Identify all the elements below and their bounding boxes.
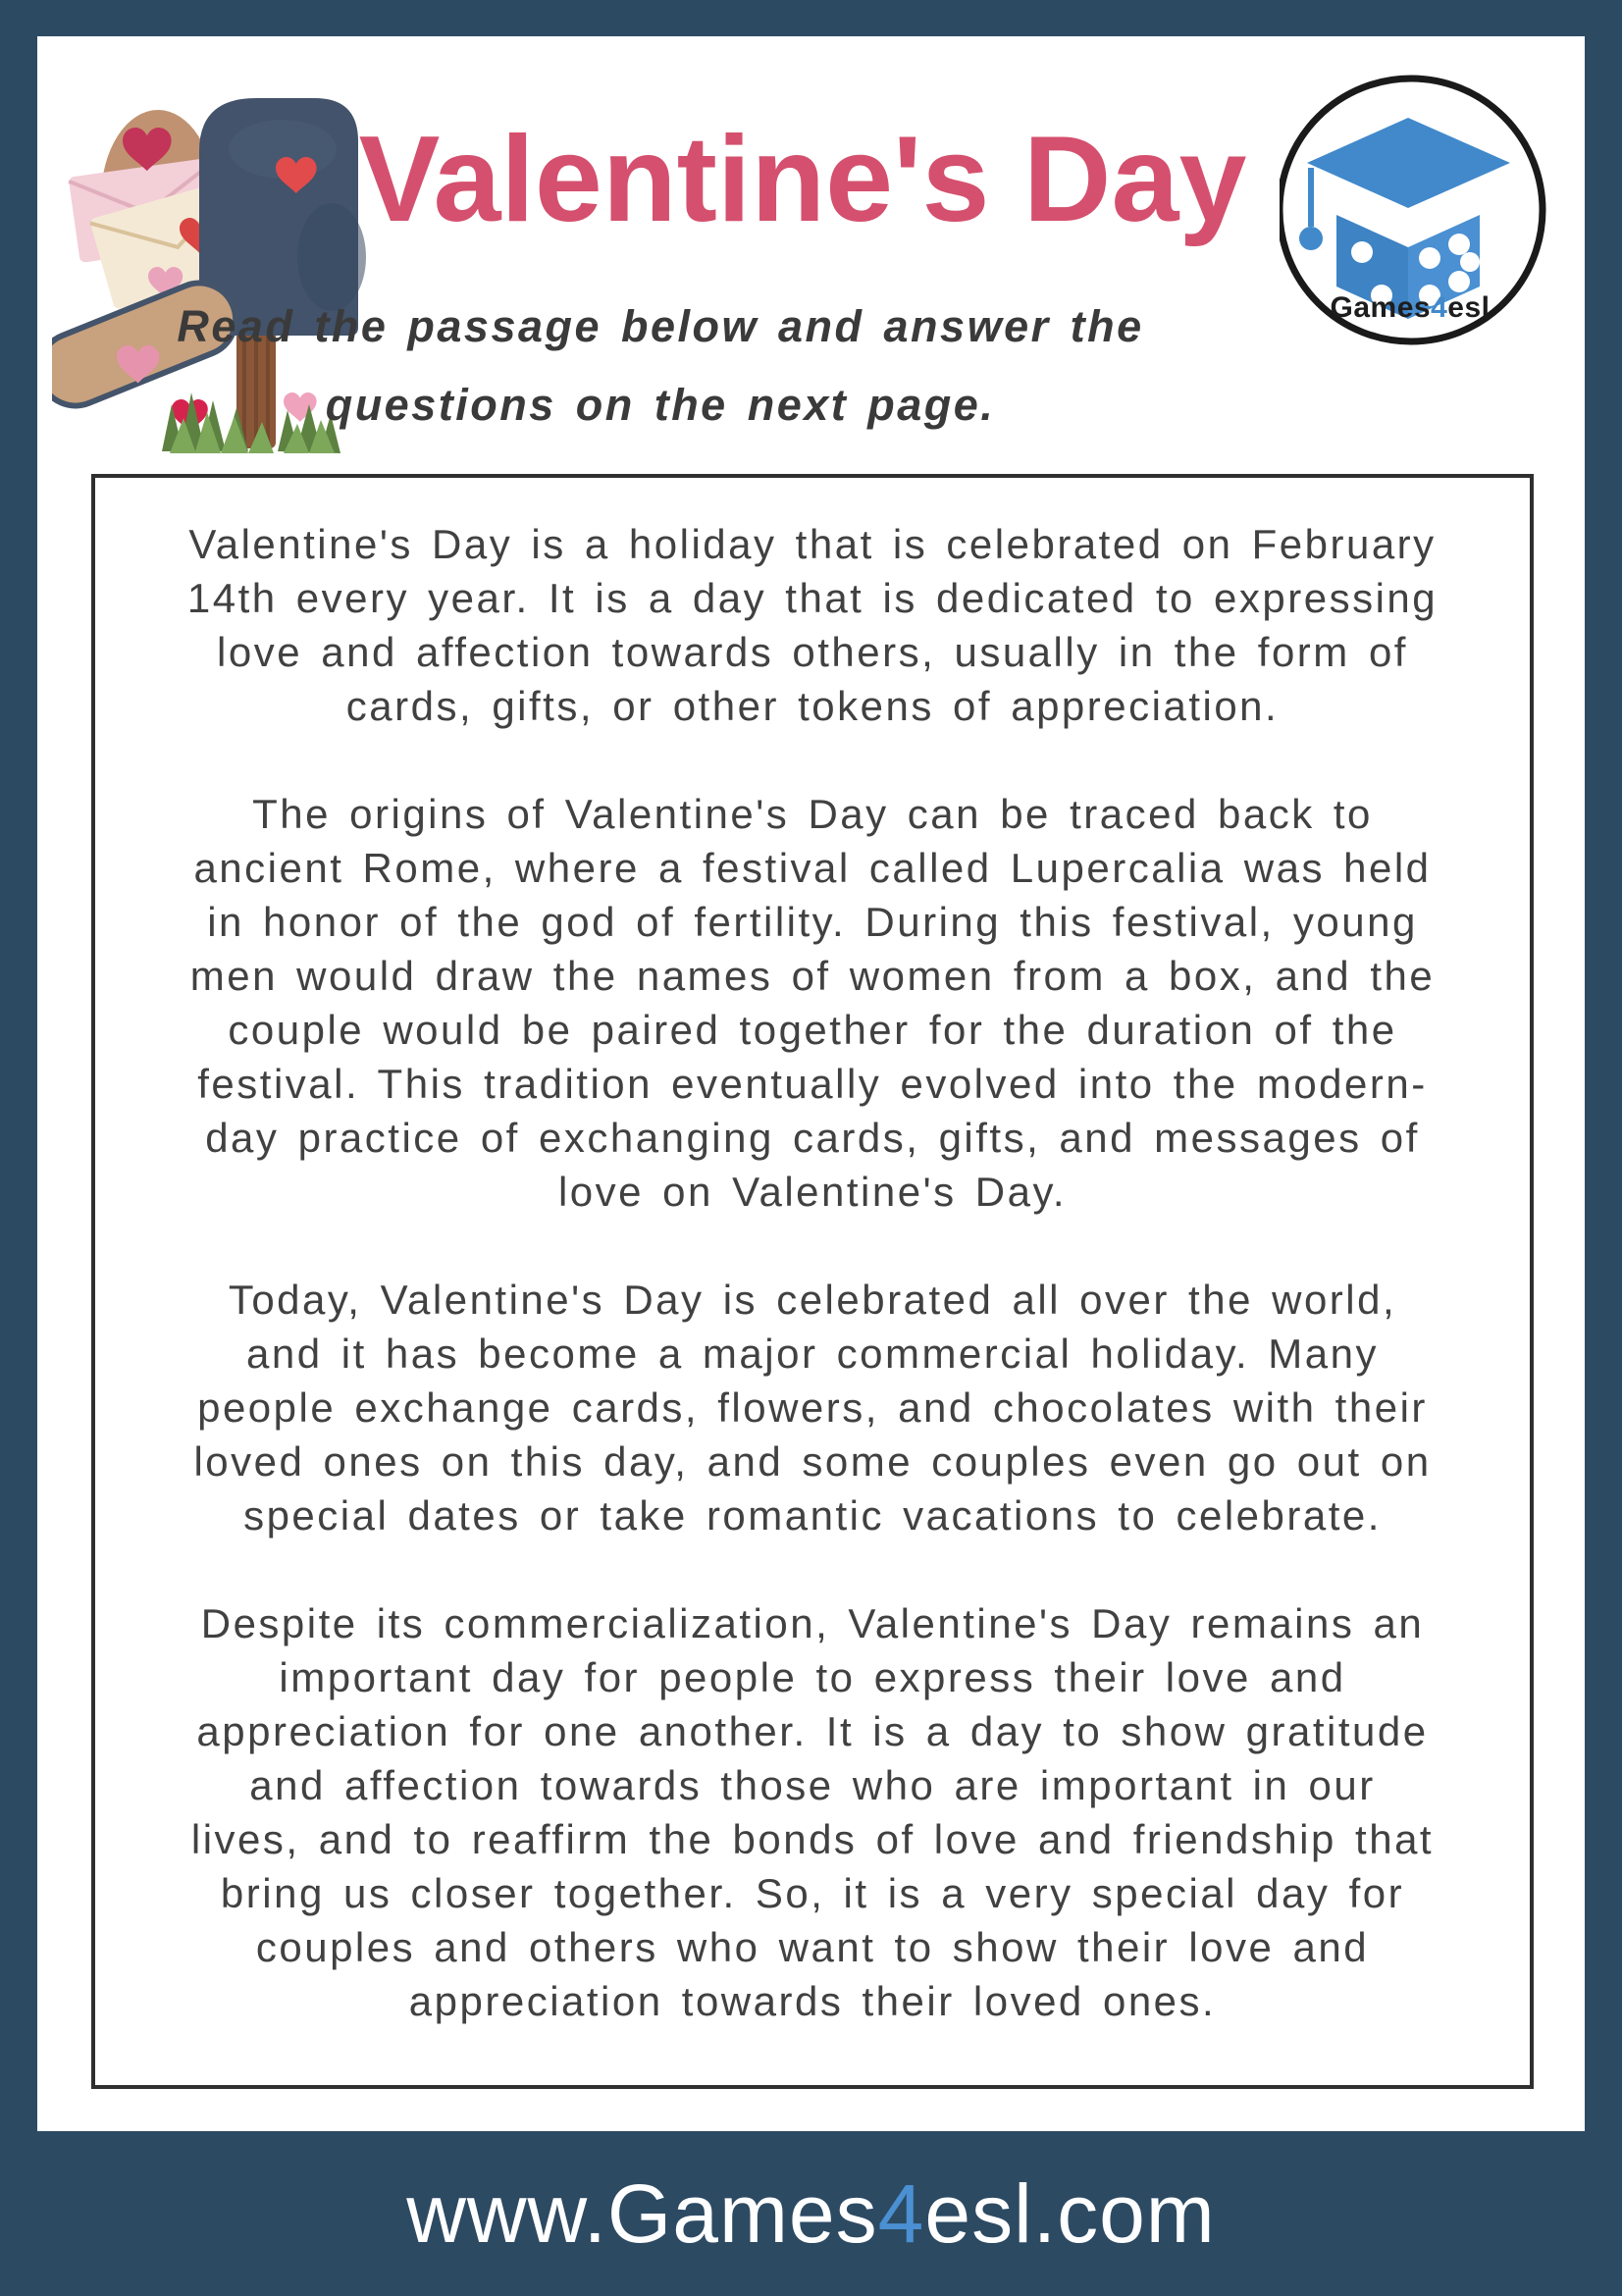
footer-url-4: 4 — [877, 2166, 925, 2260]
passage-paragraphs — [95, 517, 1530, 2028]
passage-line: appreciation towards their loved ones. — [408, 1978, 1217, 2024]
footer — [0, 2131, 1622, 2296]
passage-line: in honor of the god of fertility. During this festival, young — [207, 899, 1418, 945]
passage-line: Valentine's Day is a holiday that is celebrated on February — [188, 521, 1437, 567]
passage-line: couple would be paired together for the duration of the — [228, 1007, 1397, 1053]
passage-line: day practice of exchanging cards, gifts, and messages of — [205, 1115, 1420, 1161]
passage-line: important day for people to express their love and — [279, 1654, 1346, 1700]
passage-line: loved ones on this day, and some couples even go out on — [193, 1438, 1432, 1485]
passage-line: Today, Valentine's Day is celebrated all over the world, — [228, 1277, 1397, 1323]
passage-line: Despite its commercialization, Valentine's Day remains an — [200, 1600, 1425, 1646]
subtitle-line: questions on the next page. — [325, 380, 996, 430]
passage-line: bring us closer together. So, it is a very special day for — [220, 1870, 1405, 1916]
footer-url: www.Games4esl.com — [406, 2166, 1216, 2260]
passage-paragraph — [95, 1596, 1530, 2028]
games4esl-logo — [1280, 70, 1566, 356]
passage-line: appreciation for one another. It is a day to show gratitude — [196, 1708, 1429, 1754]
logo-wordmark: Games4esl — [1330, 291, 1491, 324]
passage-paragraph — [95, 517, 1530, 733]
passage-line: and affection towards those who are important in our — [249, 1762, 1376, 1808]
passage-line: special dates or take romantic vacations to celebrate. — [243, 1492, 1382, 1539]
passage-line: ancient Rome, where a festival called Lupercalia was held — [193, 845, 1432, 891]
passage-line: The origins of Valentine's Day can be traced back to — [252, 791, 1373, 837]
passage-line: couples and others who want to show their love and — [255, 1924, 1370, 1970]
worksheet-page — [37, 36, 1585, 2131]
passage-line: and it has become a major commercial holiday. Many — [246, 1331, 1379, 1377]
passage-line: men would draw the names of women from a box, and the — [189, 953, 1436, 999]
passage-line: lives, and to reaffirm the bonds of love and friendship that — [190, 1816, 1435, 1862]
passage-box — [91, 474, 1534, 2089]
passage-line: love and affection towards others, usually in the form of — [217, 629, 1408, 675]
passage-line: 14th every year. It is a day that is dedicated to expressing — [186, 575, 1439, 621]
passage-line: festival. This tradition eventually evolved into the modern- — [197, 1061, 1428, 1107]
passage-line: people exchange cards, flowers, and chocolates with their — [197, 1384, 1428, 1431]
subtitle-line: Read the passage below and answer the — [177, 301, 1144, 351]
passage-line: love on Valentine's Day. — [557, 1169, 1068, 1215]
subtitle — [155, 287, 1166, 444]
passage-line: cards, gifts, or other tokens of appreciation. — [345, 683, 1280, 729]
passage-paragraph — [95, 787, 1530, 1219]
passage-paragraph — [95, 1273, 1530, 1542]
page-title: Valentine's Day — [358, 111, 1247, 247]
